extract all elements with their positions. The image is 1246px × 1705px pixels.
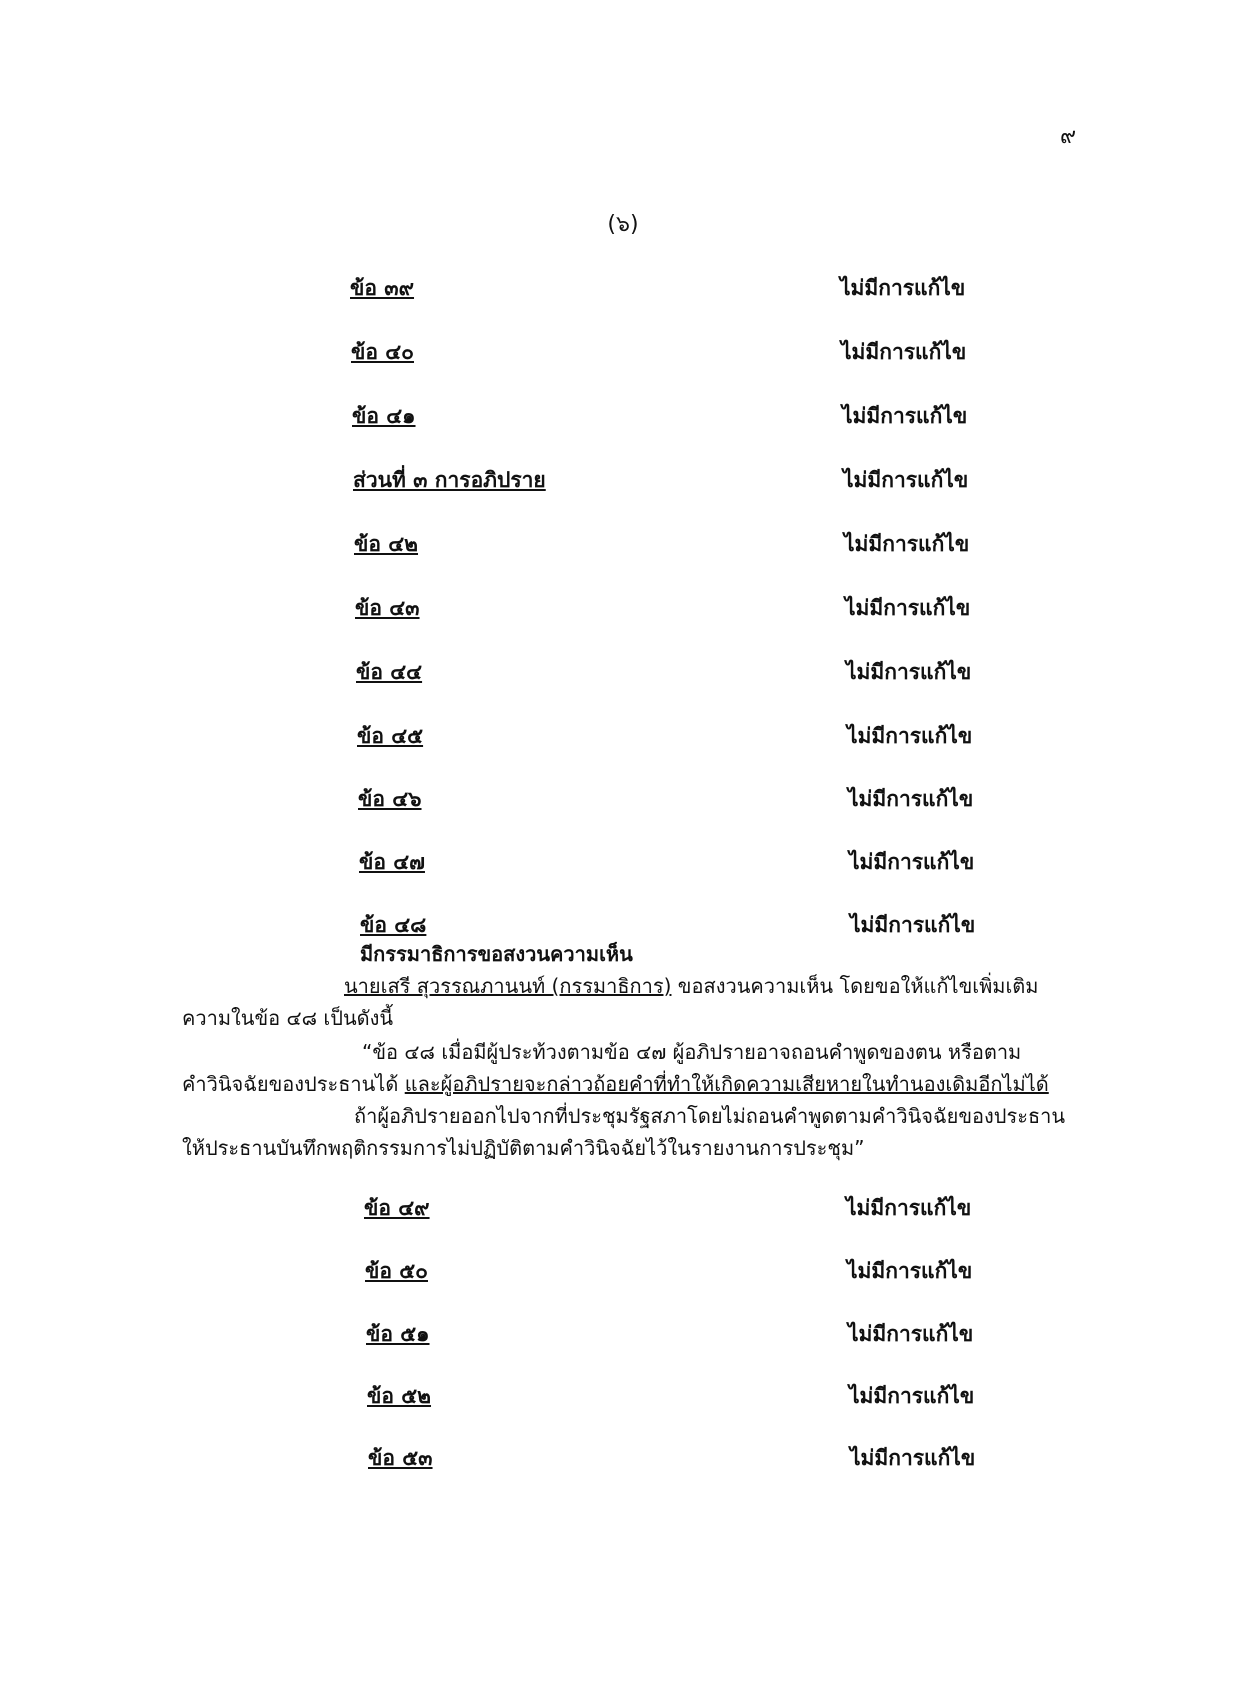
clause-status: ไม่มีการแก้ไข bbox=[849, 850, 975, 874]
section-heading: (๖) bbox=[607, 212, 639, 237]
clause-status: ไม่มีการแก้ไข bbox=[847, 1259, 973, 1283]
reservation-text: ขอสงวนความเห็น โดยขอให้แก้ไขเพิ่มเติม bbox=[671, 974, 1039, 998]
clause-status: ไม่มีการแก้ไข bbox=[850, 913, 976, 937]
amendment-line-2 bbox=[182, 1068, 1049, 1100]
part-heading: ส่วนที่ ๓ การอภิปราย bbox=[353, 468, 546, 492]
clause-label: ข้อ ๔๗ bbox=[359, 850, 425, 874]
clause-label: ข้อ ๔๖ bbox=[358, 787, 422, 811]
clause-status: ไม่มีการแก้ไข bbox=[843, 468, 969, 492]
clause-label: ข้อ ๔๕ bbox=[357, 724, 424, 748]
clause-label: ข้อ ๕๑ bbox=[366, 1322, 430, 1346]
clause-label: ข้อ ๔๒ bbox=[354, 532, 419, 556]
amendment-line-4: ให้ประธานบันทึกพฤติกรรมการไม่ปฏิบัติตามคำวินิจฉัยไว้ในรายงานการประชุม” bbox=[182, 1136, 865, 1160]
clause-label: ข้อ ๓๙ bbox=[350, 276, 415, 300]
clause-status: ไม่มีการแก้ไข bbox=[848, 787, 974, 811]
member-name: นายเสรี สุวรรณภานนท์ (กรรมาธิการ) bbox=[344, 974, 672, 998]
clause-status: ไม่มีการแก้ไข bbox=[848, 1322, 974, 1346]
clause-label: ข้อ ๔๐ bbox=[351, 340, 414, 364]
reservation-line-2: ความในข้อ ๔๘ เป็นดังนี้ bbox=[182, 1006, 394, 1030]
clause-label: ข้อ ๔๙ bbox=[364, 1196, 430, 1220]
clause-label: ข้อ ๔๘ bbox=[360, 913, 427, 937]
reservation-heading: มีกรรมาธิการขอสงวนความเห็น bbox=[360, 942, 633, 966]
clause-status: ไม่มีการแก้ไข bbox=[847, 724, 973, 748]
clause-status: ไม่มีการแก้ไข bbox=[844, 532, 970, 556]
clause-label: ข้อ ๕๒ bbox=[367, 1384, 432, 1408]
clause-label: ข้อ ๕๓ bbox=[368, 1446, 433, 1470]
amendment-line-3: ถ้าผู้อภิปรายออกไปจากที่ประชุมรัฐสภาโดยไม่ถอนคำพูดตามคำวินิจฉัยของประธาน bbox=[354, 1104, 1066, 1128]
amendment-underlined: และผู้อภิปรายจะกล่าวถ้อยคำที่ทำให้เกิดความเสียหายในทำนองเดิมอีกไม่ได้ bbox=[404, 1072, 1049, 1096]
clause-label: ข้อ ๔๔ bbox=[356, 660, 423, 684]
clause-status: ไม่มีการแก้ไข bbox=[850, 1446, 976, 1470]
clause-status: ไม่มีการแก้ไข bbox=[841, 340, 967, 364]
page-number: ๙ bbox=[1060, 124, 1077, 149]
clause-status: ไม่มีการแก้ไข bbox=[845, 596, 971, 620]
clause-status: ไม่มีการแก้ไข bbox=[842, 404, 968, 428]
amendment-text: คำวินิจฉัยของประธานได้ bbox=[182, 1072, 405, 1096]
clause-label: ข้อ ๔๓ bbox=[355, 596, 420, 620]
amendment-line-1: “ข้อ ๔๘ เมื่อมีผู้ประท้วงตามข้อ ๔๗ ผู้อภิปรายอาจถอนคำพูดของตน หรือตาม bbox=[362, 1040, 1022, 1064]
clause-status: ไม่มีการแก้ไข bbox=[846, 660, 972, 684]
clause-label: ข้อ ๕๐ bbox=[365, 1259, 428, 1283]
clause-status: ไม่มีการแก้ไข bbox=[840, 276, 966, 300]
clause-label: ข้อ ๔๑ bbox=[352, 404, 416, 428]
clause-status: ไม่มีการแก้ไข bbox=[849, 1384, 975, 1408]
clause-status: ไม่มีการแก้ไข bbox=[846, 1196, 972, 1220]
reservation-line-1 bbox=[344, 970, 1038, 1002]
